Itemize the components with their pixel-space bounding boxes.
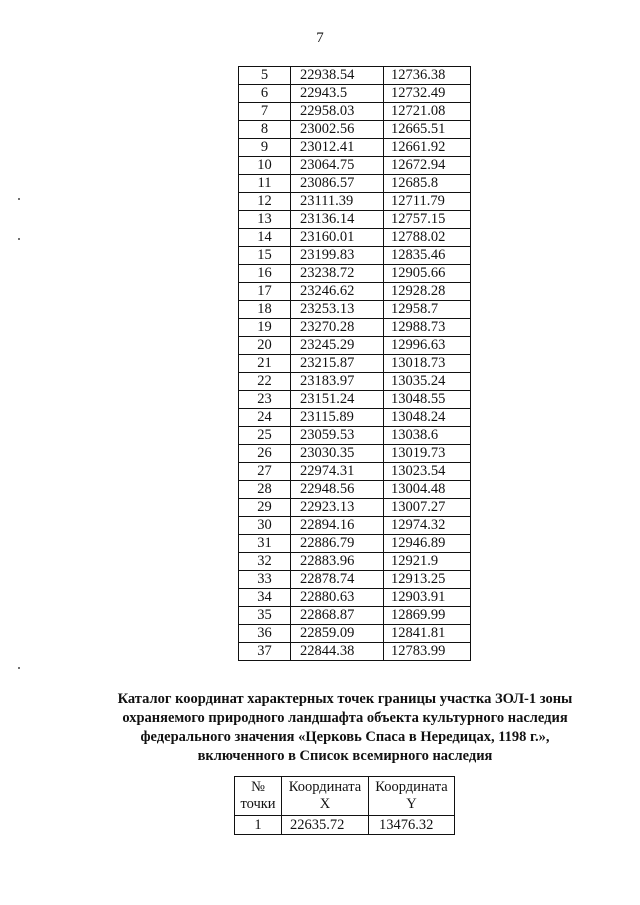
coordinate-x-cell: 23059.53 bbox=[291, 427, 384, 445]
point-number-cell: 17 bbox=[239, 283, 291, 301]
catalog-title-line: Каталог координат характерных точек границы участка ЗОЛ-1 зоны bbox=[117, 691, 573, 707]
point-number-cell: 30 bbox=[239, 517, 291, 535]
header-text: Y bbox=[406, 796, 417, 812]
table-row bbox=[239, 139, 471, 157]
coordinate-y-cell: 12996.63 bbox=[384, 337, 471, 355]
point-number-cell: 7 bbox=[239, 103, 291, 121]
coordinate-y-cell: 12685.8 bbox=[384, 175, 471, 193]
coordinate-x-cell: 23151.24 bbox=[291, 391, 384, 409]
coordinate-x-cell: 22859.09 bbox=[291, 625, 384, 643]
coordinate-x-cell: 23064.75 bbox=[291, 157, 384, 175]
coordinate-x-cell: 23215.87 bbox=[291, 355, 384, 373]
table-row bbox=[239, 481, 471, 499]
table-row bbox=[239, 373, 471, 391]
coordinate-x-cell: 23238.72 bbox=[291, 265, 384, 283]
coordinate-x-cell: 22883.96 bbox=[291, 553, 384, 571]
table-row bbox=[239, 445, 471, 463]
point-number-cell: 21 bbox=[239, 355, 291, 373]
coordinate-y-cell: 12732.49 bbox=[384, 85, 471, 103]
table-row bbox=[239, 67, 471, 85]
table-row bbox=[239, 121, 471, 139]
table-row bbox=[239, 571, 471, 589]
point-number-cell: 37 bbox=[239, 643, 291, 661]
point-number-cell: 35 bbox=[239, 607, 291, 625]
table-row bbox=[239, 193, 471, 211]
point-number-cell: 24 bbox=[239, 409, 291, 427]
point-number-cell: 23 bbox=[239, 391, 291, 409]
point-number-cell: 25 bbox=[239, 427, 291, 445]
coordinate-x-cell: 23270.28 bbox=[291, 319, 384, 337]
point-number-cell: 28 bbox=[239, 481, 291, 499]
point-number-cell: 11 bbox=[239, 175, 291, 193]
table-row bbox=[239, 535, 471, 553]
coordinate-x-cell: 23199.83 bbox=[291, 247, 384, 265]
table-row bbox=[239, 643, 471, 661]
coordinate-y-cell: 12672.94 bbox=[384, 157, 471, 175]
point-number-cell: 13 bbox=[239, 211, 291, 229]
point-number-cell: 27 bbox=[239, 463, 291, 481]
coordinate-y-cell: 13023.54 bbox=[384, 463, 471, 481]
coordinate-x-cell: 23002.56 bbox=[291, 121, 384, 139]
point-number-cell: 19 bbox=[239, 319, 291, 337]
coordinate-x-cell: 22923.13 bbox=[291, 499, 384, 517]
point-number-cell: 9 bbox=[239, 139, 291, 157]
point-number-cell: 18 bbox=[239, 301, 291, 319]
coordinate-x-cell: 22880.63 bbox=[291, 589, 384, 607]
coordinate-y-cell: 13007.27 bbox=[384, 499, 471, 517]
catalog-title-line: федерального значения «Церковь Спаса в Нередицах, 1198 г.», bbox=[140, 729, 550, 745]
table-row bbox=[239, 427, 471, 445]
coordinate-y-cell: 12665.51 bbox=[384, 121, 471, 139]
table-row bbox=[239, 157, 471, 175]
scan-speck bbox=[18, 667, 20, 669]
point-number-cell: 12 bbox=[239, 193, 291, 211]
coordinate-y-cell: 13019.73 bbox=[384, 445, 471, 463]
table-row bbox=[239, 589, 471, 607]
coordinate-y-cell: 12661.92 bbox=[384, 139, 471, 157]
coordinate-y-cell: 12928.28 bbox=[384, 283, 471, 301]
point-number-cell: 34 bbox=[239, 589, 291, 607]
table-row bbox=[239, 553, 471, 571]
coordinate-y-cell: 13018.73 bbox=[384, 355, 471, 373]
coordinate-x-cell: 23012.41 bbox=[291, 139, 384, 157]
coordinate-x-cell: 22943.5 bbox=[291, 85, 384, 103]
table-row bbox=[239, 337, 471, 355]
point-number-cell: 31 bbox=[239, 535, 291, 553]
catalog-title bbox=[90, 690, 600, 766]
coordinate-y-cell: 12835.46 bbox=[384, 247, 471, 265]
table-row bbox=[239, 625, 471, 643]
catalog-table bbox=[234, 776, 455, 835]
coordinate-y-cell: 12869.99 bbox=[384, 607, 471, 625]
table-row bbox=[239, 247, 471, 265]
coordinate-x-cell: 23183.97 bbox=[291, 373, 384, 391]
header-coordinate-x bbox=[282, 777, 369, 816]
coordinate-y-cell: 12974.32 bbox=[384, 517, 471, 535]
coordinate-x-cell: 23111.39 bbox=[291, 193, 384, 211]
coordinate-y-cell: 12736.38 bbox=[384, 67, 471, 85]
table-row bbox=[239, 175, 471, 193]
coordinate-x-cell: 22844.38 bbox=[291, 643, 384, 661]
coordinate-x-cell: 22868.87 bbox=[291, 607, 384, 625]
table-row bbox=[239, 517, 471, 535]
point-number-cell: 1 bbox=[235, 816, 282, 835]
coordinate-x-cell: 23030.35 bbox=[291, 445, 384, 463]
table-row bbox=[239, 319, 471, 337]
table-row bbox=[235, 816, 455, 835]
table-row bbox=[239, 607, 471, 625]
coordinate-y-cell: 12757.15 bbox=[384, 211, 471, 229]
table-row bbox=[239, 265, 471, 283]
coordinate-y-cell: 12958.7 bbox=[384, 301, 471, 319]
point-number-cell: 16 bbox=[239, 265, 291, 283]
coordinate-y-cell: 12913.25 bbox=[384, 571, 471, 589]
point-number-cell: 6 bbox=[239, 85, 291, 103]
coordinate-y-cell: 12905.66 bbox=[384, 265, 471, 283]
point-number-cell: 5 bbox=[239, 67, 291, 85]
coordinate-y-cell: 13035.24 bbox=[384, 373, 471, 391]
point-number-cell: 36 bbox=[239, 625, 291, 643]
coordinates-table bbox=[238, 66, 471, 661]
table-row bbox=[239, 211, 471, 229]
catalog-title-line: охраняемого природного ландшафта объекта культурного наследия bbox=[122, 710, 568, 726]
header-text: X bbox=[319, 796, 331, 812]
coordinate-x-cell: 22878.74 bbox=[291, 571, 384, 589]
header-text: точки bbox=[240, 796, 276, 812]
header-text: Координата bbox=[375, 779, 448, 795]
point-number-cell: 8 bbox=[239, 121, 291, 139]
coordinate-x-cell: 23246.62 bbox=[291, 283, 384, 301]
point-number-cell: 10 bbox=[239, 157, 291, 175]
coordinate-y-cell: 12783.99 bbox=[384, 643, 471, 661]
coordinate-x-cell: 22958.03 bbox=[291, 103, 384, 121]
coordinate-x-cell: 22886.79 bbox=[291, 535, 384, 553]
coordinate-x-cell: 22894.16 bbox=[291, 517, 384, 535]
point-number-cell: 14 bbox=[239, 229, 291, 247]
point-number-cell: 20 bbox=[239, 337, 291, 355]
header-text: Координата bbox=[288, 779, 362, 795]
coordinate-x-cell: 23136.14 bbox=[291, 211, 384, 229]
point-number-cell: 15 bbox=[239, 247, 291, 265]
table-row bbox=[239, 103, 471, 121]
coordinates-table-body bbox=[239, 67, 471, 661]
coordinate-x-cell: 23160.01 bbox=[291, 229, 384, 247]
coordinate-x-cell: 23245.29 bbox=[291, 337, 384, 355]
coordinate-x-cell: 23086.57 bbox=[291, 175, 384, 193]
catalog-table-header-row bbox=[235, 777, 455, 816]
coordinate-x-cell: 22635.72 bbox=[282, 816, 369, 835]
table-row bbox=[239, 355, 471, 373]
coordinate-y-cell: 12988.73 bbox=[384, 319, 471, 337]
coordinate-x-cell: 22938.54 bbox=[291, 67, 384, 85]
coordinate-y-cell: 13048.55 bbox=[384, 391, 471, 409]
coordinate-y-cell: 13004.48 bbox=[384, 481, 471, 499]
coordinate-y-cell: 12921.9 bbox=[384, 553, 471, 571]
table-row bbox=[239, 229, 471, 247]
point-number-cell: 33 bbox=[239, 571, 291, 589]
coordinate-x-cell: 22974.31 bbox=[291, 463, 384, 481]
point-number-cell: 32 bbox=[239, 553, 291, 571]
coordinate-y-cell: 13048.24 bbox=[384, 409, 471, 427]
coordinate-y-cell: 12788.02 bbox=[384, 229, 471, 247]
coordinate-y-cell: 12841.81 bbox=[384, 625, 471, 643]
page-number: 7 bbox=[316, 30, 324, 46]
coordinate-x-cell: 23115.89 bbox=[291, 409, 384, 427]
table-row bbox=[239, 391, 471, 409]
point-number-cell: 26 bbox=[239, 445, 291, 463]
coordinate-x-cell: 23253.13 bbox=[291, 301, 384, 319]
scan-speck bbox=[18, 198, 20, 200]
coordinate-x-cell: 22948.56 bbox=[291, 481, 384, 499]
point-number-cell: 22 bbox=[239, 373, 291, 391]
table-row bbox=[239, 301, 471, 319]
coordinate-y-cell: 12903.91 bbox=[384, 589, 471, 607]
scan-speck bbox=[18, 238, 20, 240]
table-row bbox=[239, 85, 471, 103]
catalog-title-line: включенного в Список всемирного наследия bbox=[197, 748, 493, 764]
table-row bbox=[239, 409, 471, 427]
header-text: № bbox=[251, 779, 265, 795]
table-row bbox=[239, 283, 471, 301]
coordinate-y-cell: 12721.08 bbox=[384, 103, 471, 121]
catalog-table-body bbox=[235, 816, 455, 835]
header-point-number bbox=[235, 777, 282, 816]
header-coordinate-y bbox=[369, 777, 455, 816]
coordinate-y-cell: 12711.79 bbox=[384, 193, 471, 211]
table-row bbox=[239, 463, 471, 481]
table-row bbox=[239, 499, 471, 517]
coordinate-y-cell: 13038.6 bbox=[384, 427, 471, 445]
coordinate-y-cell: 12946.89 bbox=[384, 535, 471, 553]
point-number-cell: 29 bbox=[239, 499, 291, 517]
coordinate-y-cell: 13476.32 bbox=[369, 816, 455, 835]
